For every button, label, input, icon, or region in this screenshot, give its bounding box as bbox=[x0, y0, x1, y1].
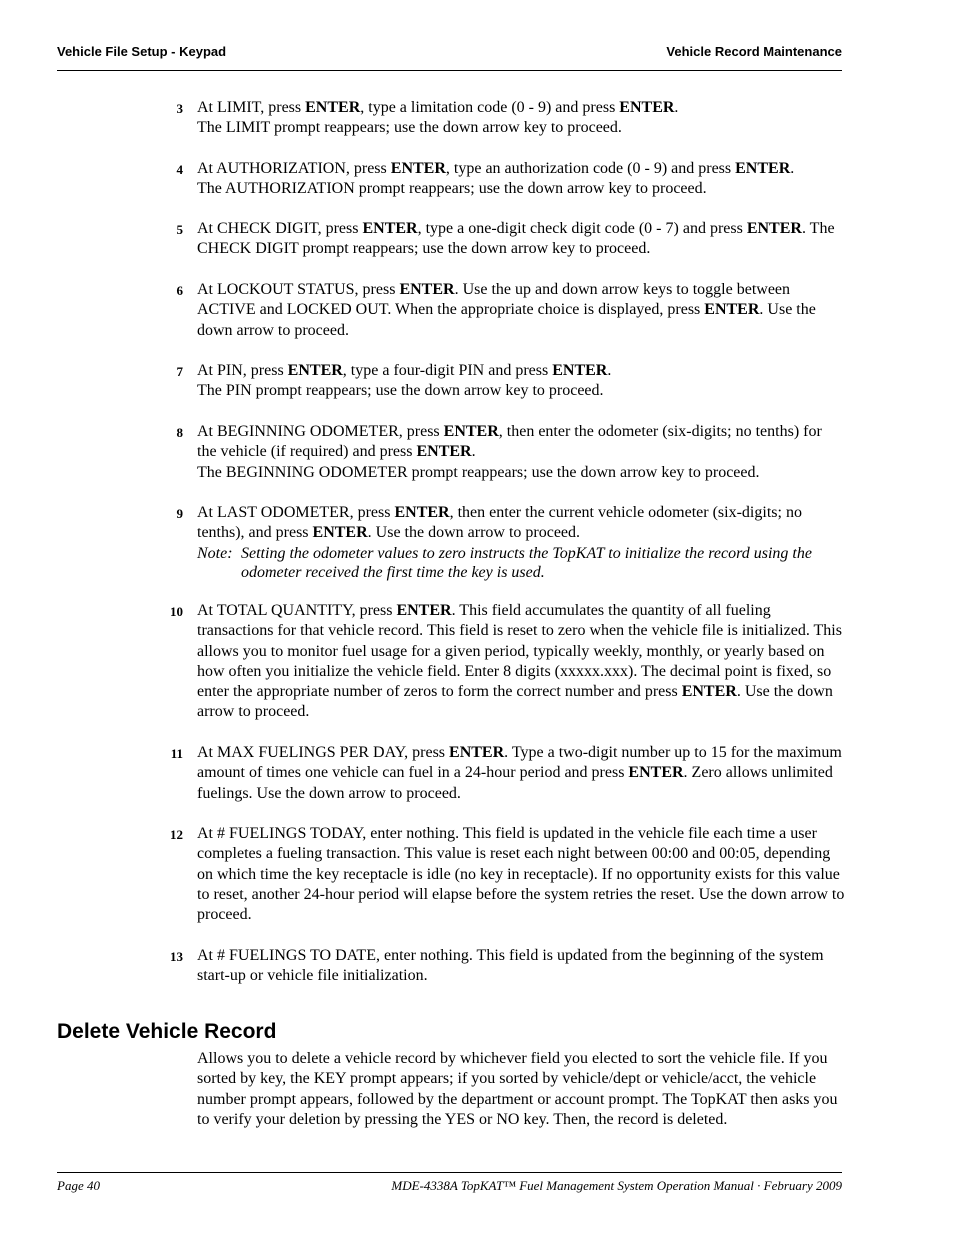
step-number: 8 bbox=[176, 425, 183, 440]
step-text-line: At LAST ODOMETER, press ENTER, then enter the current vehicle odometer (six-digits; no tenths), and press ENTER. Use the down arrow to proceed. bbox=[197, 504, 802, 542]
step-6 bbox=[160, 280, 845, 341]
step-body bbox=[197, 361, 845, 402]
step-text-line: At # FUELINGS TODAY, enter nothing. This field is updated in the vehicle file each time a user completes a fueling transaction. This value is reset each night between 00:00 and 00:05, depending on which time the key receptacle is idle (no key in receptacle). If no opportunity exists for this value to reset, another 24-hour period will elapse before the system retries the reset. Use the down arrow to proceed. bbox=[197, 825, 845, 924]
step-body bbox=[197, 601, 845, 723]
key-name: ENTER bbox=[416, 443, 472, 461]
step-text-line: At AUTHORIZATION, press ENTER, type an authorization code (0 - 9) and press ENTER. bbox=[197, 160, 795, 177]
step-10 bbox=[160, 601, 845, 723]
step-body bbox=[197, 946, 845, 987]
step-8 bbox=[160, 422, 845, 483]
key-name: ENTER bbox=[443, 423, 499, 440]
step-text-line: At LIMIT, press ENTER, type a limitation code (0 - 9) and press ENTER. bbox=[197, 99, 679, 116]
key-name: ENTER bbox=[305, 99, 361, 116]
key-name: ENTER bbox=[362, 220, 418, 237]
step-text-line: The BEGINNING ODOMETER prompt reappears; use the down arrow key to proceed. bbox=[197, 463, 760, 481]
step-body bbox=[197, 422, 845, 483]
step-text-line: At BEGINNING ODOMETER, press ENTER, then enter the odometer (six-digits; no tenths) for the vehicle (if required) and press ENTER. bbox=[197, 423, 822, 461]
step-4 bbox=[160, 159, 845, 200]
step-text-line: At LOCKOUT STATUS, press ENTER. Use the up and down arrow keys to toggle between ACTIVE and LOCKED OUT. When the appropriate choice is displayed, press ENTER. Use the down arrow to proceed. bbox=[197, 281, 816, 339]
header-section-title: Vehicle File Setup - Keypad bbox=[57, 44, 227, 59]
key-name: ENTER bbox=[552, 362, 608, 379]
key-name: ENTER bbox=[619, 99, 675, 116]
step-text-line: At PIN, press ENTER, type a four-digit PIN and press ENTER. bbox=[197, 362, 612, 379]
step-text-line: The PIN prompt reappears; use the down arrow key to proceed. bbox=[197, 382, 604, 400]
step-3 bbox=[160, 98, 845, 139]
step-text-line: At TOTAL QUANTITY, press ENTER. This field accumulates the quantity of all fueling transactions for that vehicle record. This field is reset to zero when the vehicle file is initialized. This allows you to monitor fuel usage for a given period, typically weekly, monthly, or yearly based on how often you initialize the vehicle field. Enter 8 digits (xxxxx.xxx). The decimal point is fixed, so enter the appropriate number of zeros to form the correct number and press ENTER. Use the down arrow to proceed. bbox=[197, 602, 842, 721]
step-13 bbox=[160, 946, 845, 987]
step-body bbox=[197, 219, 845, 260]
step-7 bbox=[160, 361, 845, 402]
step-12 bbox=[160, 824, 845, 925]
key-name: ENTER bbox=[287, 362, 343, 379]
step-body bbox=[197, 824, 845, 925]
running-footer bbox=[57, 1178, 842, 1196]
step-number: 10 bbox=[170, 604, 183, 619]
key-name: ENTER bbox=[396, 602, 452, 619]
key-name: ENTER bbox=[735, 160, 791, 177]
step-text-line: At MAX FUELINGS PER DAY, press ENTER. Type a two-digit number up to 15 for the maximum amount of times one vehicle can fuel in a 24-hour period and press ENTER. Zero allows unlimited fuelings. Use the down arrow to proceed. bbox=[197, 744, 842, 802]
document-title: MDE-4338A TopKAT™ Fuel Management System Operation Manual · February 2009 bbox=[391, 1178, 842, 1193]
key-name: ENTER bbox=[746, 220, 802, 237]
header-chapter-title: Vehicle Record Maintenance bbox=[666, 44, 842, 59]
step-text-line: The LIMIT prompt reappears; use the down arrow key to proceed. bbox=[197, 119, 622, 137]
step-text-line: At CHECK DIGIT, press ENTER, type a one-digit check digit code (0 - 7) and press ENTER. The CHECK DIGIT prompt reappears; use the down arrow key to proceed. bbox=[197, 220, 835, 258]
step-number: 5 bbox=[176, 222, 183, 237]
running-header bbox=[57, 44, 842, 62]
step-number: 9 bbox=[176, 506, 183, 521]
note bbox=[197, 544, 845, 582]
section-paragraph: Allows you to delete a vehicle record by whichever field you elected to sort the vehicle file. If you sorted by key, the KEY prompt appears; if you sorted by vehicle/dept or vehicle/acct, the vehicle number prompt appears, followed by the department or account prompt. The TopKAT then asks you to verify your deletion by pressing the YES or NO key. Then, the record is deleted. bbox=[197, 1050, 838, 1128]
header-rule bbox=[57, 70, 842, 71]
step-number: 7 bbox=[176, 364, 183, 379]
key-name: ENTER bbox=[449, 744, 505, 761]
page-number: Page 40 bbox=[57, 1178, 100, 1193]
step-9 bbox=[160, 503, 845, 582]
step-number: 12 bbox=[170, 827, 183, 842]
key-name: ENTER bbox=[312, 524, 368, 542]
note-text: Setting the odometer values to zero instructs the TopKAT to initialize the record using the odometer received the first time the key is used. bbox=[241, 544, 812, 581]
key-name: ENTER bbox=[681, 683, 737, 701]
step-body bbox=[197, 159, 845, 200]
step-5 bbox=[160, 219, 845, 260]
step-text-line: At # FUELINGS TO DATE, enter nothing. This field is updated from the beginning of the system start-up or vehicle file initialization. bbox=[197, 947, 824, 985]
step-text-line: The AUTHORIZATION prompt reappears; use the down arrow key to proceed. bbox=[197, 180, 707, 198]
key-name: ENTER bbox=[399, 281, 455, 298]
section-heading: Delete Vehicle Record bbox=[57, 1020, 277, 1043]
step-number: 11 bbox=[170, 746, 183, 761]
step-body bbox=[197, 280, 845, 341]
step-11 bbox=[160, 743, 845, 804]
key-name: ENTER bbox=[390, 160, 446, 177]
key-name: ENTER bbox=[704, 301, 760, 319]
step-body bbox=[197, 503, 845, 544]
step-body bbox=[197, 743, 845, 804]
step-body bbox=[197, 98, 845, 139]
note-label: Note: bbox=[197, 544, 233, 562]
step-number: 13 bbox=[170, 949, 183, 964]
step-number: 4 bbox=[176, 162, 183, 177]
step-number: 3 bbox=[176, 101, 183, 116]
key-name: ENTER bbox=[628, 764, 684, 782]
key-name: ENTER bbox=[394, 504, 450, 521]
footer-rule bbox=[57, 1172, 842, 1173]
step-number: 6 bbox=[176, 283, 183, 298]
